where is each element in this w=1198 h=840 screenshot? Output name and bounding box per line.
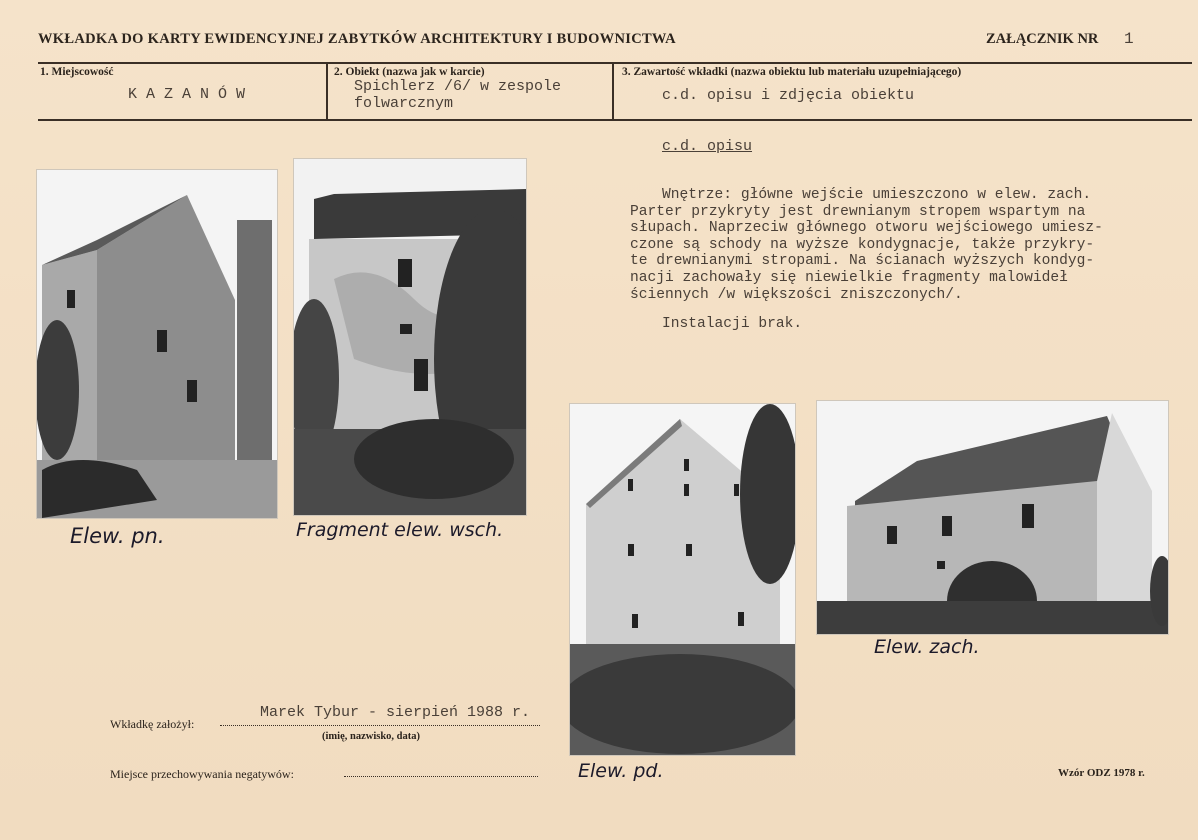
description-text — [630, 187, 1103, 303]
description-line: Parter przykryty jest drewnianym stropem wspartym na — [630, 203, 1086, 220]
field-divider-2 — [612, 64, 614, 120]
photo-south-elevation — [569, 403, 796, 756]
description-line: ściennych /w większości zniszczonych/. — [630, 286, 963, 303]
description-line: słupach. Naprzeciw głównego otworu wejściowego umiesz- — [630, 220, 1103, 237]
author-line — [220, 725, 540, 726]
photo-east-elevation-fragment — [293, 158, 527, 516]
author-hint: (imię, nazwisko, data) — [322, 731, 420, 742]
object-label: 2. Obiekt (nazwa jak w karcie) — [334, 66, 485, 78]
negatives-label: Miejsce przechowywania negatywów: — [110, 767, 294, 781]
author-value: Marek Tybur - sierpień 1988 r. — [260, 704, 531, 721]
description-heading: c.d. opisu — [662, 138, 753, 155]
photo-caption: Elew. pd. — [578, 760, 664, 782]
object-value-line2: folwarcznym — [354, 95, 454, 112]
content-value: c.d. opisu i zdjęcia obiektu — [662, 87, 915, 104]
attachment-number: 1 — [1124, 30, 1134, 48]
negatives-line — [344, 776, 538, 777]
content-label: 3. Zawartość wkładki (nazwa obiektu lub materiału uzupełniającego) — [622, 66, 962, 78]
header-rule — [38, 62, 1192, 64]
author-label: Wkładkę założył: — [110, 717, 195, 731]
form-code: Wzór ODZ 1978 r. — [1058, 767, 1145, 779]
locality-label: 1. Miejscowość — [40, 66, 114, 78]
locality-value: K A Z A N Ó W — [128, 86, 246, 103]
description-line: te drewnianymi stropami. Na ścianach wyższych kondyg- — [630, 253, 1095, 270]
photo-west-elevation — [816, 400, 1169, 635]
card-title: WKŁADKA DO KARTY EWIDENCYJNEJ ZABYTKÓW ARCHITEKTURY I BUDOWNICTWA — [38, 31, 676, 47]
object-value-line1: Spichlerz /6/ w zespole — [354, 78, 562, 95]
photo-caption: Fragment elew. wsch. — [296, 519, 504, 541]
description-line: nacji zachowały się niewielkie fragmenty malowideł — [630, 269, 1068, 286]
description-line: czone są schody na wyższe kondygnacje, także przykry- — [630, 236, 1095, 253]
field-divider-1 — [326, 64, 328, 120]
photo-caption: Elew. pn. — [70, 524, 165, 548]
field-row-rule — [38, 119, 1192, 121]
photo-caption: Elew. zach. — [874, 636, 980, 658]
description-closing: Instalacji brak. — [662, 316, 803, 332]
photo-north-elevation — [36, 169, 278, 519]
attachment-label: ZAŁĄCZNIK NR — [986, 31, 1099, 47]
description-line: Wnętrze: główne wejście umieszczono w elew. zach. — [662, 187, 1092, 203]
